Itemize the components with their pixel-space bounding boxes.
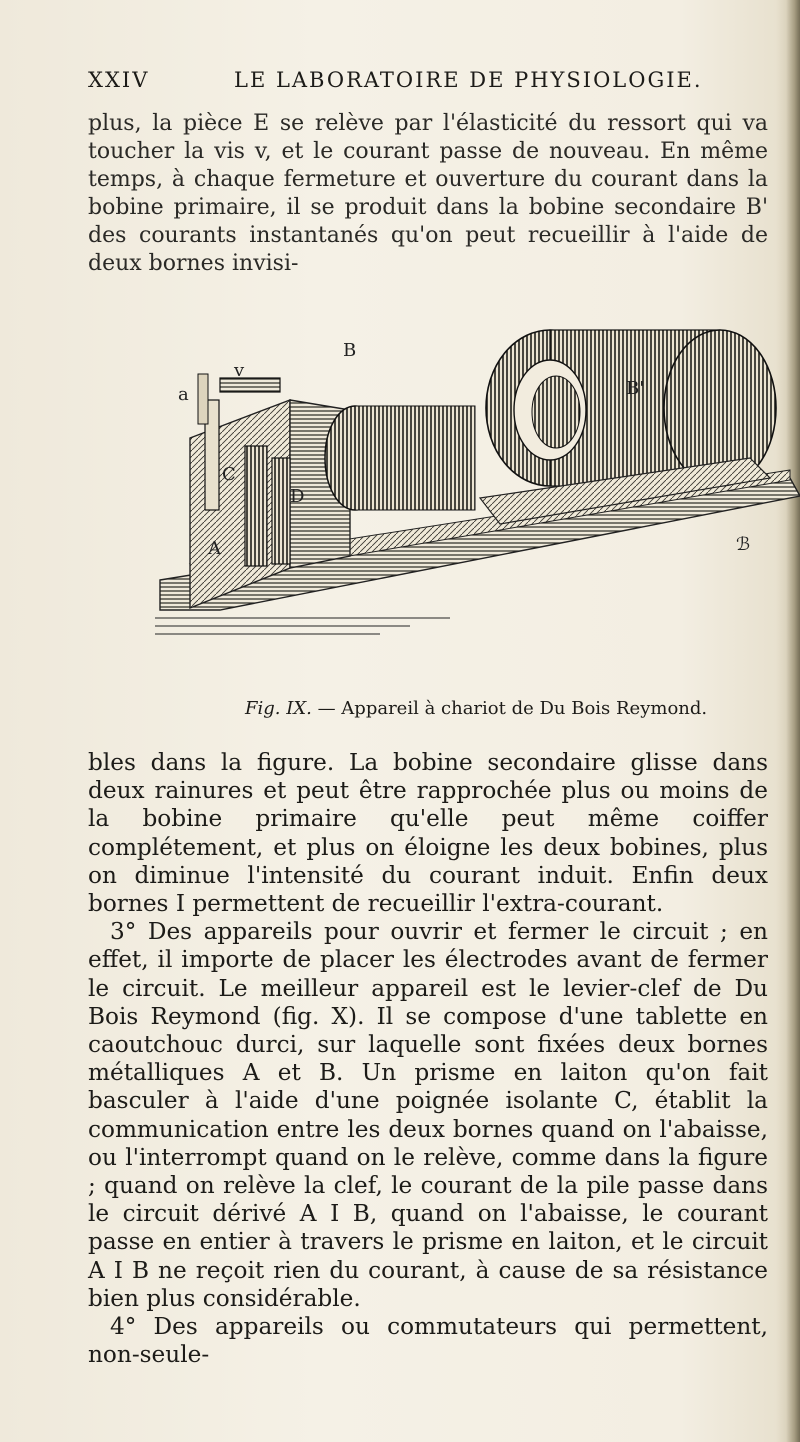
running-header [88, 68, 768, 98]
text-body [88, 749, 768, 1369]
caption-figure-number: Fig. IX. [245, 698, 312, 719]
paragraph-top: plus, la pièce E se relève par l'élasticité du ressort qui va toucher la vis v, et le courant passe de nouveau. En même temps, à chaque fermeture et ouverture du courant dans la bobine primaire, il se produit dans la bobine secondaire B' des courants instantanés qu'on peut recueillir à l'aide de deux bornes invisi- [88, 111, 768, 276]
page-edge [786, 0, 800, 1442]
figure-label-C: C [222, 464, 236, 485]
caption-text: — Appareil à chariot de Du Bois Reymond. [311, 698, 708, 719]
figure-label-script-B: ℬ [736, 534, 751, 555]
running-title: LE LABORATOIRE DE PHYSIOLOGIE. [234, 68, 703, 92]
paragraph-1: bles dans la figure. La bobine secondaire glisse dans deux rainures et peut être rapprochée plus ou moins de la bobine primaire qu'elle peut même coiffer complétement, et plus on éloigne les deux bobines, plus on diminue l'intensité du courant induit. Enfin deux bornes I permettent de recueillir l'extra-courant. [88, 749, 768, 918]
paragraph-3: 4° Des appareils ou commutateurs qui permettent, non-seule- [88, 1313, 768, 1369]
figure-label-D: D [290, 486, 305, 507]
figure-label-B: B [343, 340, 357, 361]
figure-label-B-prime: B' [626, 378, 645, 399]
page-number: XXIV [88, 68, 150, 92]
induction-coil-illustration [150, 318, 800, 640]
figure-apparatus [150, 318, 800, 640]
figure-caption [245, 698, 785, 726]
paragraph-2: 3° Des appareils pour ouvrir et fermer le circuit ; en effet, il importe de placer les électrodes avant de fermer le circuit. Le meilleur appareil est le levier-clef de Du Bois Reymond (fig. X). Il se compose d'une tablette en caoutchouc durci, sur laquelle sont fixées deux bornes métalliques A et B. Un prisme en laiton qu'on fait basculer à l'aide d'une poignée isolante C, établit la communication entre les deux bornes quand on l'abaisse, ou l'interrompt quand on le relève, comme dans la figure ; quand on relève la clef, le courant de la pile passe dans le circuit dérivé A I B, quand on l'abaisse, le courant passe en entier à travers le prisme en laiton, et le circuit A I B ne reçoit rien du courant, à cause de sa résistance bien plus considérable. [88, 918, 768, 1312]
figure-label-A: A [208, 538, 221, 559]
figure-label-a: a [178, 384, 189, 405]
figure-label-v: v [234, 360, 245, 381]
